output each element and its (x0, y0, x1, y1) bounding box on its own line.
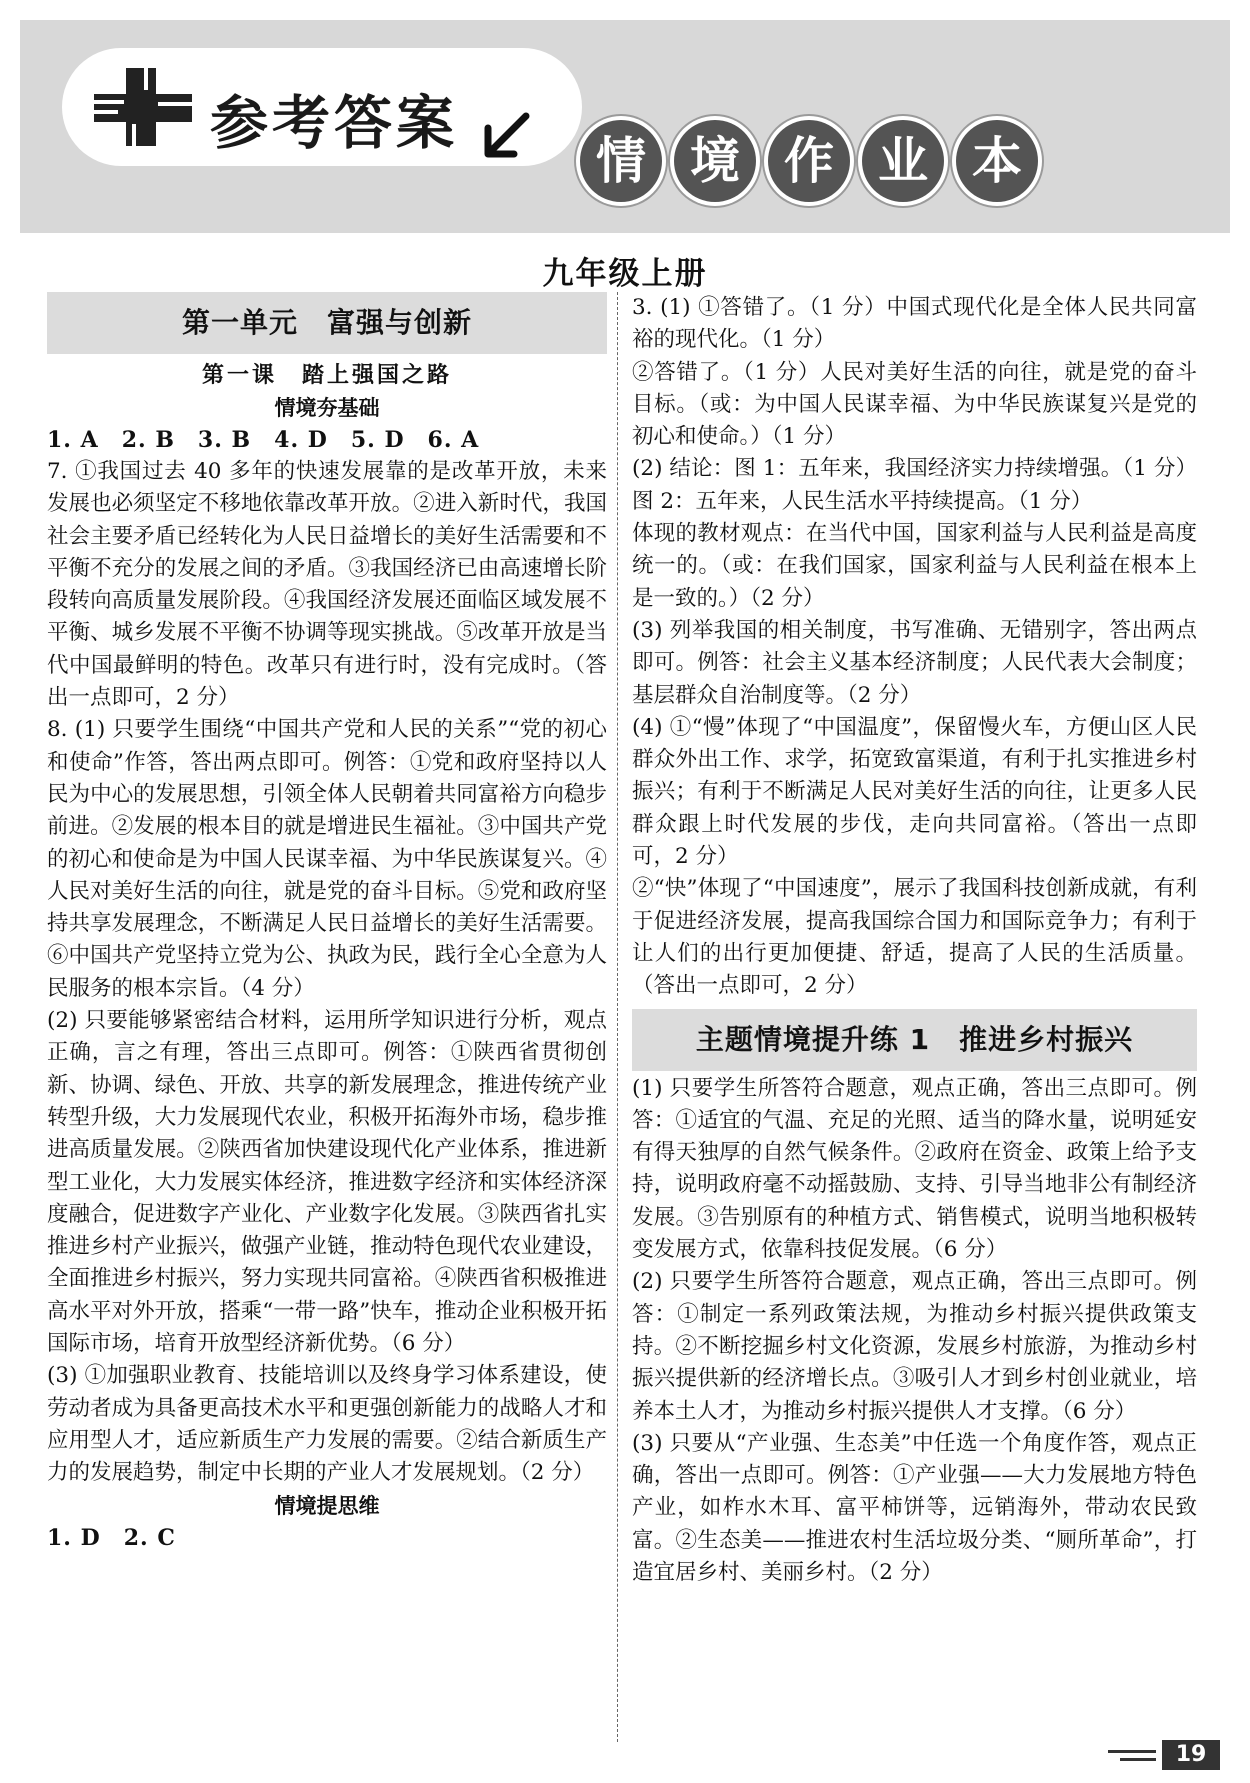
answer-q3-3: (3) 列举我国的相关制度，书写准确、无错别字，答出两点即可。例答：社会主义基本经济制度；人民代表大会制度；基层群众自治制度等。（2 分） (632, 617, 1197, 708)
book-title-char: 情 (580, 120, 662, 202)
page-number-decoration (1108, 1748, 1158, 1764)
answer-q8-1: 8. (1) 只要学生围绕“中国共产党和人民的关系”“党的初心和使命”作答，答出两点即可。例答：①党和政府坚持以人民为中心的发展思想，引领全体人民朝着共同富裕方向稳步前进。②发展的根本目的就是增进民生福祉。③中国共产党的初心和使命是为中国人民谋幸福、为中华民族谋复兴。④人民对美好生活的向往，就是党的奋斗目标。⑤党和政府坚持共享发展理念，不断满足人民日益增长的美好生活需要。⑥中国共产党坚持立党为公、执政为民，践行全心全意为人民服务的根本宗旨。（4 分） (47, 717, 607, 1001)
lesson-title: 第一课 踏上强国之路 (201, 362, 452, 388)
answers-title: 参考答案 (210, 89, 459, 157)
left-column (47, 292, 607, 1554)
thinking-choice-answers: 1. D 2. C (47, 1524, 176, 1551)
cross-logo-icon (88, 62, 198, 152)
book-title-char: 本 (956, 120, 1038, 202)
answer-q3-1b: ②答错了。（1 分）人民对美好生活的向往，就是党的奋斗目标。（或：为中国人民谋幸福、为中华民族谋复兴是党的初心和使命。）（1 分） (632, 359, 1197, 450)
unit-header: 第一单元 富强与创新 (47, 292, 607, 354)
basics-heading: 情境夯基础 (274, 395, 380, 420)
right-column (632, 292, 1197, 1589)
answer-q3-4b: ②“快”体现了“中国速度”，展示了我国科技创新成就，有利于促进经济发展，提高我国综合国力和国际竞争力；有利于让人们的出行更加便捷、舒适，提高了人民的生活质量。（答出一点即可，2 分） (632, 876, 1197, 999)
arrow-down-left-icon (480, 108, 534, 162)
answer-q7: 7. ①我国过去 40 多年的快速发展靠的是改革开放，未来发展也必须坚定不移地依靠改革开放。②进入新时代，我国社会主要矛盾已经转化为人民日益增长的美好生活需要和不平衡不充分的发展之间的矛盾。③我国经济已由高速增长阶段转向高质量发展阶段。④我国经济发展还面临区域发展不平衡、城乡发展不平衡不协调等现实挑战。⑤改革开放是当代中国最鲜明的特色。改革只有进行时，没有完成时。（答出一点即可，2 分） (47, 459, 607, 711)
grade-title: 九年级上册 (542, 256, 708, 292)
answer-q3-2: (2) 结论：图 1：五年来，我国经济实力持续增强。（1 分）图 2：五年来，人民生活水平持续提高。（1 分） (632, 456, 1197, 514)
answer-q8-2: (2) 只要能够紧密结合材料，运用所学知识进行分析，观点正确，言之有理，答出三点即可。例答：①陕西省贯彻创新、协调、绿色、开放、共享的新发展理念，推进传统产业转型升级，大力发展现代农业，积极开拓海外市场，稳步推进高质量发展。②陕西省加快建设现代化产业体系，推进新型工业化，大力发展实体经济，推进数字经济和实体经济深度融合，促进数字产业化、产业数字化发展。③陕西省扎实推进乡村产业振兴，做强产业链，推动特色现代农业建设，全面推进乡村振兴，努力实现共同富裕。④陕西省积极推进高水平对外开放，搭乘“一带一路”快车，推动企业积极开拓国际市场，培育开放型经济新优势。（6 分） (47, 1008, 607, 1357)
answer-theme-3: (3) 只要从“产业强、生态美”中任选一个角度作答，观点正确，答出一点即可。例答：①产业强——大力发展地方特色产业，如柞水木耳、富平柿饼等，远销海外，带动农民致富。②生态美——推进农村生活垃圾分类、“厕所革命”，打造宜居乡村、美丽乡村。（2 分） (632, 1430, 1197, 1585)
answer-theme-1: (1) 只要学生所答符合题意，观点正确，答出三点即可。例答：①适宜的气温、充足的光照、适当的降水量，说明延安有得天独厚的自然气候条件。②政府在资金、政策上给予支持，说明政府毫不动摇鼓励、支持、引导当地非公有制经济发展。③告别原有的种植方式、销售模式，说明当地积极转变发展方式，依靠科技促发展。（6 分） (632, 1075, 1197, 1263)
thinking-heading: 情境提思维 (274, 1492, 380, 1518)
book-title-char: 作 (768, 120, 850, 202)
page-number: 19 (1162, 1740, 1220, 1770)
book-title (580, 120, 1038, 202)
book-title-char: 业 (862, 120, 944, 202)
basics-choice-answers: 1. A 2. B 3. B 4. D 5. D 6. A (47, 427, 480, 453)
column-divider (617, 292, 618, 1742)
answer-q3-1a: 3. (1) ①答错了。（1 分）中国式现代化是全体人民共同富裕的现代化。（1 分） (632, 295, 1197, 353)
book-title-char: 境 (674, 120, 756, 202)
theme-header: 主题情境提升练 1 推进乡村振兴 (632, 1009, 1197, 1071)
answer-q3-4a: (4) ①“慢”体现了“中国温度”，保留慢火车，方便山区人民群众外出工作、求学，拓宽致富渠道，有利于扎实推进乡村振兴；有利于不断满足人民对美好生活的向往，让更多人民群众跟上时代发展的步伐，走向共同富裕。（答出一点即可，2 分） (632, 714, 1197, 870)
answer-q3-2b: 体现的教材观点：在当代中国，国家利益与人民利益是高度统一的。（或：在我们国家，国家利益与人民利益在根本上是一致的。）（2 分） (632, 521, 1197, 611)
answer-theme-2: (2) 只要学生所答符合题意，观点正确，答出三点即可。例答：①制定一系列政策法规，为推动乡村振兴提供政策支持。②不断挖掘乡村文化资源，发展乡村旅游，为推动乡村振兴提供新的经济增长点。③吸引人才到乡村创业就业，培养本土人才，为推动乡村振兴提供人才支撑。（6 分） (632, 1269, 1197, 1424)
answer-q8-3: (3) ①加强职业教育、技能培训以及终身学习体系建设，使劳动者成为具备更高技术水平和更强创新能力的战略人才和应用型人才，适应新质生产力发展的需要。②结合新质生产力的发展趋势，制定中长期的产业人才发展规划。（2 分） (47, 1363, 607, 1486)
